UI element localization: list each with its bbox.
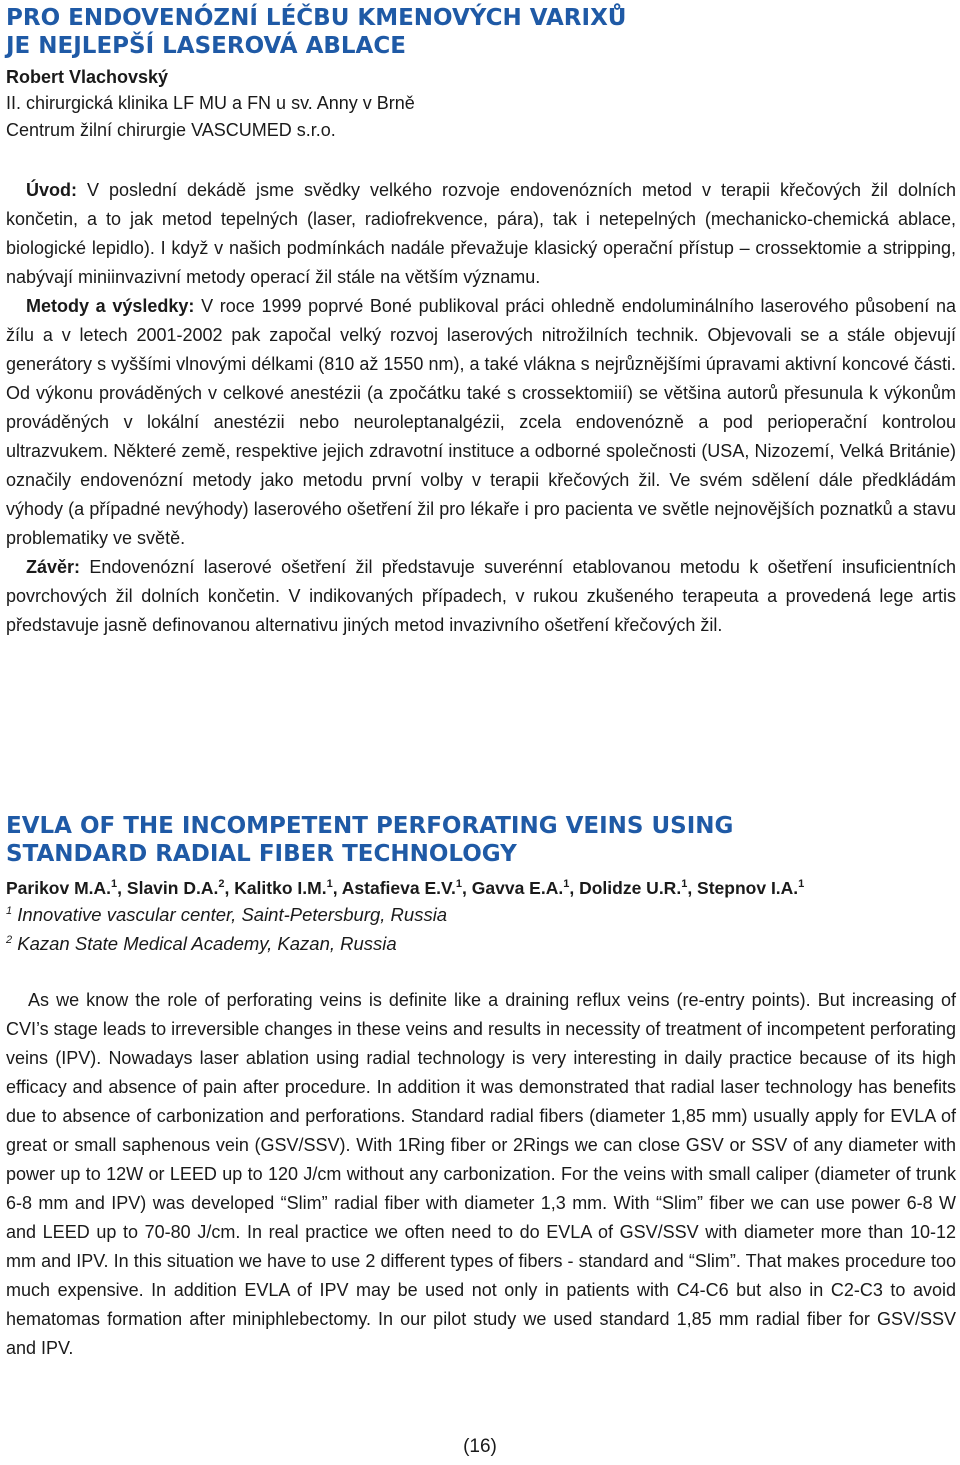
article2-title: [6, 812, 733, 868]
article2-authors: Parikov M.A.$^1$, Slavin D.A.$^2$, Kalitko I.M.$^1$, Astafieva E.V.$^1$, Gavva E.A.$^1$, Dolidze U.R.$^1$, Stepnov I.A.$^1$: [6, 878, 805, 898]
conclusion-label: Závěr:: [26, 557, 81, 577]
abstract-paragraph: As we know the role of perforating veins is definite like a draining reflux veins (re-entry points). But increasing of CVI’s stage leads to irreversible changes in these veins and results in necessity of treatment of incompetent perforating veins (IPV). Nowadays laser ablation using radial technology is very interesting in daily practice because of its high efficacy and absence of pain after procedure. In addition it was demonstrated that radial laser technology has benefits due to absence of carbonization and perforations. Standard radial fibers (diameter 1,85 mm) usually apply for EVLA of great or small saphenous vein (GSV/SSV). With 1Ring fiber or 2Rings we can close GSV or SSV of any diameter with power up to 12W or LEED up to 120 J/cm without any carbonization. For the veins with small caliper (diameter of trunk 6-8 mm and IPV) was developed “Slim” radial fiber with diameter 1,3 mm. With “Slim” fiber we can use power 6-8 W and LEED up to 70-80 J/cm. In real practice we often need to do EVLA of GSV/SSV with diameter more than 10-12 mm and IPV. In this situation we have to use 2 different types of fibers - standard and “Slim”. That makes procedure too much expensive. In addition EVLA of IPV may be used not only in patients with C4-C6 but also in C2-C3 to avoid hematomas formation after miniphlebectomy. In our pilot study we used standard 1,85 mm radial fiber for GSV/SSV and IPV.: [6, 990, 956, 1358]
article1-affiliations: [6, 90, 415, 144]
page-number: (16): [463, 1436, 497, 1457]
affiliation-text: Kazan State Medical Academy, Kazan, Russia: [12, 933, 397, 954]
author-affiliation-mark: 2: [218, 878, 225, 891]
author: Gavva E.A.: [471, 878, 564, 898]
author-affiliation-mark: 1: [681, 878, 688, 891]
article1-author: Robert Vlachovský: [6, 67, 169, 87]
author-affiliation-mark: 1: [455, 878, 463, 891]
article1-body: [6, 176, 956, 640]
affiliation-mark: 1: [6, 904, 13, 917]
author: Stepnov I.A.: [697, 878, 799, 898]
article1-affiliation: Centrum žilní chirurgie VASCUMED s.r.o.: [6, 120, 336, 140]
author: Dolidze U.R.: [579, 878, 682, 898]
article2-affiliations: [6, 900, 447, 958]
intro-text: V poslední dekádě jsme svědky velkého rozvoje endovenózních metod v terapii křečových žil dolních končetin, a to jak metod tepelných (laser, radiofrekvence, pára), tak i netepelných (mechanicko-chemická ablace, biologické lepidlo). I když v našich podmínkách nadále převažuje klasický operační přístup – crossektomie a stripping, nabývají miniinvazivní metody operací žil stále na větším významu.: [6, 180, 956, 287]
methods-label: Metody a výsledky:: [26, 296, 195, 316]
article1-affiliation: II. chirurgická klinika LF MU a FN u sv. Anny v Brně: [6, 93, 415, 113]
article1-title-line: JE NEJLEPŠÍ LASEROVÁ ABLACE: [6, 33, 406, 59]
intro-label: Úvod:: [26, 180, 77, 200]
article2-title-line: EVLA OF THE INCOMPETENT PERFORATING VEINS USING: [6, 813, 734, 839]
author: Slavin D.A.: [126, 878, 219, 898]
methods-paragraph: [6, 292, 956, 553]
intro-paragraph: [6, 176, 956, 292]
article1-title: [6, 4, 626, 60]
author-affiliation-mark: 1: [326, 878, 333, 891]
affiliation-line: [6, 929, 447, 958]
affiliation-line: [6, 900, 447, 929]
author-affiliation-mark: 1: [111, 878, 118, 891]
conclusion-paragraph: [6, 553, 956, 640]
methods-text: V roce 1999 poprvé Boné publikoval práci ohledně endoluminálního laserového působení na žílu a v letech 2001-2002 pak započal velký rozvoj laserových nitrožilních technik. Objevovali se a stále objevují generátory s vyššími vlnovými délkami (810 až 1550 nm), a také vlákna s nejrůznějšími úpravami aktivní koncové části. Od výkonu prováděných v celkové anestézii (a zpočátku také s crossektomiií) se většina autorů přesunula k výkonům prováděných v lokální anestézii nebo neuroleptanalgézii, zcela endovenózně a pod perioperační kontrolou ultrazvukem. Některé země, respektive jejich zdravotní instituce a odborné společnosti (USA, Nizozemí, Velká Británie) označily endovenózní metody jako metodu první volby v terapii křečových žil. Ve svém sdělení dále předkládám výhody (a případné nevýhody) laserového ošetření žil pro lékaře i pro pacienta ve světle nejnovějších poznatků a stavu problematiky ve světě.: [6, 296, 956, 548]
author-affiliation-mark: 1: [563, 878, 570, 891]
article2-title-line: STANDARD RADIAL FIBER TECHNOLOGY: [6, 841, 517, 867]
author-affiliation-mark: 1: [798, 878, 805, 891]
affiliation-mark: 2: [6, 933, 13, 946]
author: Astafieva E.V.: [341, 878, 456, 898]
affiliation-text: Innovative vascular center, Saint-Petersburg, Russia: [12, 904, 448, 925]
author: Parikov M.A.: [6, 878, 112, 898]
article2-body: [6, 986, 956, 1363]
author: Kalitko I.M.: [234, 878, 327, 898]
article1-title-line: PRO ENDOVENÓZNÍ LÉČBU KMENOVÝCH VARIXŮ: [6, 5, 627, 31]
conclusion-text: Endovenózní laserové ošetření žil představuje suverénní etablovanou metodu k ošetření insuficientních povrchových žil dolních končetin. V indikovaných případech, v rukou zkušeného terapeuta a provedená lege artis představuje jasně definovanou alternativu jiných metod invazivního ošetření křečových žil.: [6, 557, 956, 635]
